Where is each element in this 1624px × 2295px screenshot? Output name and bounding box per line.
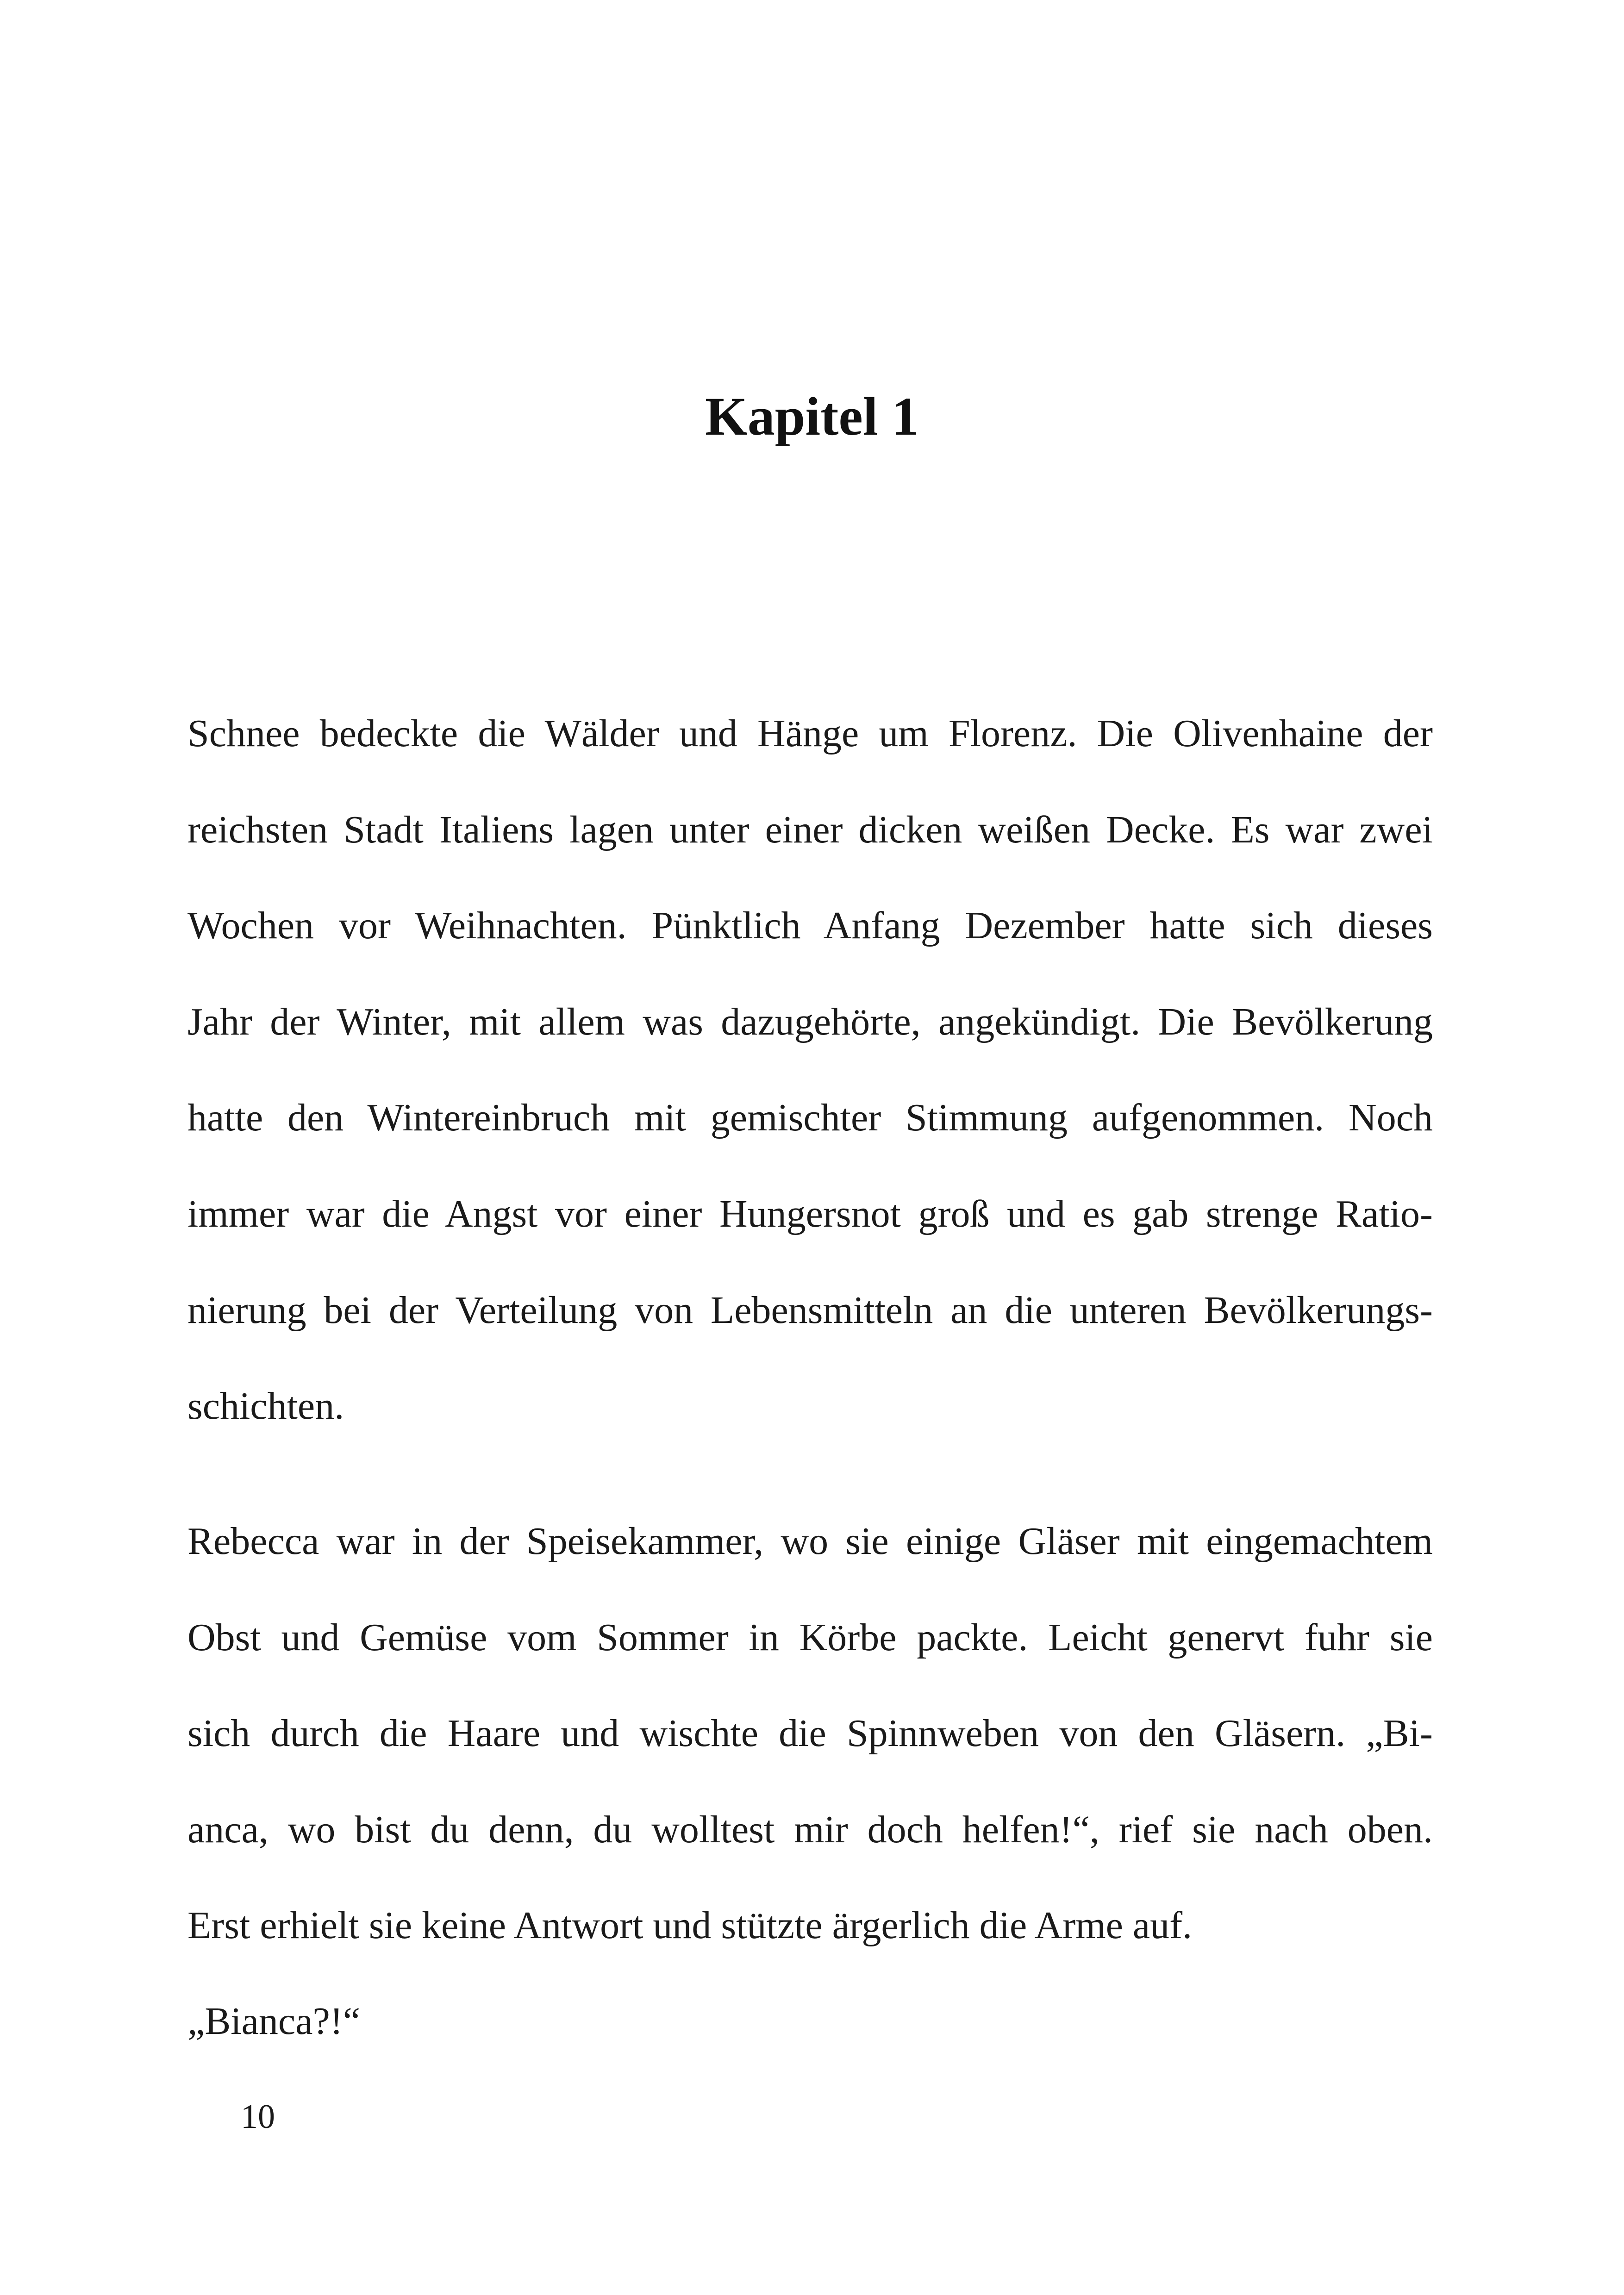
- paragraph-2-line-2: Obst und Gemüse vom Sommer in Körbe packte. Leicht genervt fuhr sie: [187, 1616, 1433, 1659]
- chapter-title: Kapitel 1: [705, 386, 919, 447]
- paragraph-2-line-6: „Bianca?!“: [187, 2000, 361, 2043]
- paragraph-2-line-1: Rebecca war in der Speisekammer, wo sie einige Gläser mit eingemachtem: [187, 1520, 1433, 1563]
- paragraph-1-line-3: Wochen vor Weihnachten. Pünktlich Anfang Dezember hatte sich dieses: [187, 904, 1433, 947]
- paragraph-1-line-1: Schnee bedeckte die Wälder und Hänge um Florenz. Die Olivenhaine der: [187, 712, 1433, 755]
- paragraph-1-line-6: immer war die Angst vor einer Hungersnot groß und es gab strenge Ratio-: [187, 1192, 1433, 1235]
- paragraph-1-line-7: nierung bei der Verteilung von Lebensmitteln an die unteren Bevölkerungs-: [187, 1289, 1433, 1332]
- page-number: 10: [241, 2098, 275, 2136]
- paragraph-1-line-4: Jahr der Winter, mit allem was dazugehörte, angekündigt. Die Bevölkerung: [187, 1000, 1433, 1043]
- paragraph-1-line-5: hatte den Wintereinbruch mit gemischter Stimmung aufgenommen. Noch: [187, 1096, 1433, 1139]
- paragraph-2-line-5: Erst erhielt sie keine Antwort und stützte ärgerlich die Arme auf.: [187, 1904, 1193, 1947]
- paragraph-1-line-2: reichsten Stadt Italiens lagen unter einer dicken weißen Decke. Es war zwei: [187, 808, 1433, 851]
- paragraph-2-line-4: anca, wo bist du denn, du wolltest mir doch helfen!“, rief sie nach oben.: [187, 1808, 1433, 1851]
- paragraph-1-line-8: schichten.: [187, 1384, 344, 1428]
- paragraph-2-line-3: sich durch die Haare und wischte die Spinnweben von den Gläsern. „Bi-: [187, 1712, 1433, 1755]
